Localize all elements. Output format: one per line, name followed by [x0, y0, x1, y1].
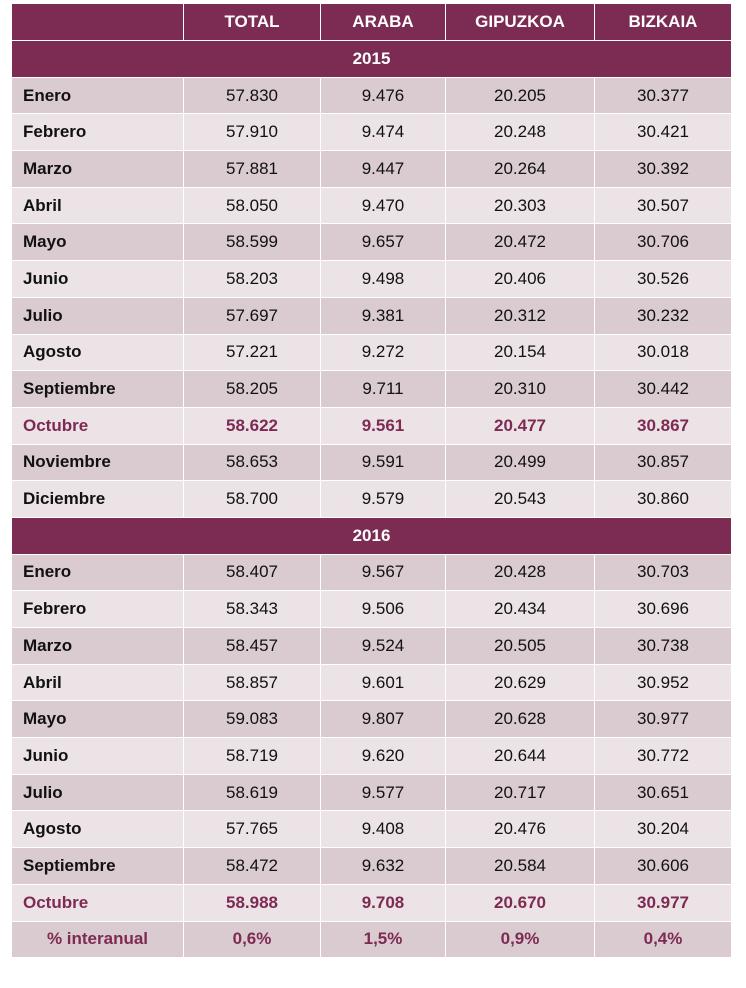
- month-cell: Enero: [12, 77, 184, 114]
- araba-cell: 9.579: [321, 481, 446, 518]
- table-row: [12, 848, 732, 885]
- month-cell: Octubre: [12, 407, 184, 444]
- gipuzkoa-cell: 20.670: [446, 884, 595, 921]
- month-cell: Febrero: [12, 114, 184, 151]
- total-cell: 57.765: [184, 811, 321, 848]
- month-cell: Febrero: [12, 591, 184, 628]
- bizkaia-cell: 30.977: [595, 701, 732, 738]
- year-label: 2016: [12, 517, 732, 554]
- interanual-gipuzkoa: 0,9%: [446, 921, 595, 958]
- table-row: [12, 664, 732, 701]
- araba-cell: 9.708: [321, 884, 446, 921]
- gipuzkoa-cell: 20.505: [446, 628, 595, 665]
- gipuzkoa-cell: 20.543: [446, 481, 595, 518]
- gipuzkoa-cell: 20.717: [446, 774, 595, 811]
- araba-cell: 9.470: [321, 187, 446, 224]
- header-corner: [12, 4, 184, 41]
- bizkaia-cell: 30.232: [595, 297, 732, 334]
- araba-cell: 9.498: [321, 261, 446, 298]
- araba-cell: 9.567: [321, 554, 446, 591]
- month-cell: Octubre: [12, 884, 184, 921]
- araba-cell: 9.272: [321, 334, 446, 371]
- table-row: [12, 774, 732, 811]
- table-row: [12, 591, 732, 628]
- bizkaia-cell: 30.772: [595, 738, 732, 775]
- header-total: TOTAL: [184, 4, 321, 41]
- month-cell: Mayo: [12, 701, 184, 738]
- total-cell: 57.221: [184, 334, 321, 371]
- araba-cell: 9.408: [321, 811, 446, 848]
- table-row: [12, 297, 732, 334]
- araba-cell: 9.620: [321, 738, 446, 775]
- araba-cell: 9.657: [321, 224, 446, 261]
- table-row: [12, 738, 732, 775]
- bizkaia-cell: 30.860: [595, 481, 732, 518]
- araba-cell: 9.711: [321, 371, 446, 408]
- total-cell: 58.472: [184, 848, 321, 885]
- month-cell: Julio: [12, 297, 184, 334]
- bizkaia-cell: 30.738: [595, 628, 732, 665]
- table-row: [12, 77, 732, 114]
- gipuzkoa-cell: 20.477: [446, 407, 595, 444]
- total-cell: 58.205: [184, 371, 321, 408]
- table-row: [12, 371, 732, 408]
- affiliation-table: [11, 3, 732, 958]
- gipuzkoa-cell: 20.312: [446, 297, 595, 334]
- total-cell: 58.599: [184, 224, 321, 261]
- interanual-label: % interanual: [12, 921, 184, 958]
- gipuzkoa-cell: 20.499: [446, 444, 595, 481]
- gipuzkoa-cell: 20.248: [446, 114, 595, 151]
- total-cell: 57.830: [184, 77, 321, 114]
- gipuzkoa-cell: 20.434: [446, 591, 595, 628]
- month-cell: Agosto: [12, 811, 184, 848]
- total-cell: 58.457: [184, 628, 321, 665]
- bizkaia-cell: 30.204: [595, 811, 732, 848]
- total-cell: 58.988: [184, 884, 321, 921]
- total-cell: 57.697: [184, 297, 321, 334]
- header-gipuzkoa: GIPUZKOA: [446, 4, 595, 41]
- araba-cell: 9.807: [321, 701, 446, 738]
- month-cell: Mayo: [12, 224, 184, 261]
- gipuzkoa-cell: 20.629: [446, 664, 595, 701]
- gipuzkoa-cell: 20.303: [446, 187, 595, 224]
- araba-cell: 9.524: [321, 628, 446, 665]
- table-row: [12, 114, 732, 151]
- total-cell: 58.700: [184, 481, 321, 518]
- interanual-bizkaia: 0,4%: [595, 921, 732, 958]
- month-cell: Noviembre: [12, 444, 184, 481]
- header-row: [12, 4, 732, 41]
- total-cell: 58.857: [184, 664, 321, 701]
- month-cell: Enero: [12, 554, 184, 591]
- header-bizkaia: BIZKAIA: [595, 4, 732, 41]
- year-row: [12, 41, 732, 78]
- table-row: [12, 407, 732, 444]
- year-row: [12, 517, 732, 554]
- total-cell: 58.653: [184, 444, 321, 481]
- month-cell: Marzo: [12, 151, 184, 188]
- table-row: [12, 884, 732, 921]
- month-cell: Junio: [12, 738, 184, 775]
- month-cell: Diciembre: [12, 481, 184, 518]
- month-cell: Julio: [12, 774, 184, 811]
- bizkaia-cell: 30.857: [595, 444, 732, 481]
- araba-cell: 9.506: [321, 591, 446, 628]
- gipuzkoa-cell: 20.476: [446, 811, 595, 848]
- interanual-row: [12, 921, 732, 958]
- month-cell: Junio: [12, 261, 184, 298]
- bizkaia-cell: 30.696: [595, 591, 732, 628]
- total-cell: 58.203: [184, 261, 321, 298]
- interanual-total: 0,6%: [184, 921, 321, 958]
- gipuzkoa-cell: 20.428: [446, 554, 595, 591]
- araba-cell: 9.474: [321, 114, 446, 151]
- table-row: [12, 224, 732, 261]
- araba-cell: 9.561: [321, 407, 446, 444]
- month-cell: Abril: [12, 187, 184, 224]
- gipuzkoa-cell: 20.472: [446, 224, 595, 261]
- table-row: [12, 261, 732, 298]
- bizkaia-cell: 30.392: [595, 151, 732, 188]
- table-row: [12, 151, 732, 188]
- gipuzkoa-cell: 20.154: [446, 334, 595, 371]
- table-row: [12, 444, 732, 481]
- bizkaia-cell: 30.977: [595, 884, 732, 921]
- month-cell: Marzo: [12, 628, 184, 665]
- month-cell: Abril: [12, 664, 184, 701]
- total-cell: 58.050: [184, 187, 321, 224]
- month-cell: Agosto: [12, 334, 184, 371]
- araba-cell: 9.381: [321, 297, 446, 334]
- total-cell: 58.343: [184, 591, 321, 628]
- table-row: [12, 554, 732, 591]
- araba-cell: 9.447: [321, 151, 446, 188]
- bizkaia-cell: 30.507: [595, 187, 732, 224]
- table-row: [12, 481, 732, 518]
- table-row: [12, 701, 732, 738]
- header-araba: ARABA: [321, 4, 446, 41]
- total-cell: 58.407: [184, 554, 321, 591]
- total-cell: 57.881: [184, 151, 321, 188]
- bizkaia-cell: 30.867: [595, 407, 732, 444]
- month-cell: Septiembre: [12, 371, 184, 408]
- bizkaia-cell: 30.421: [595, 114, 732, 151]
- bizkaia-cell: 30.442: [595, 371, 732, 408]
- table-row: [12, 628, 732, 665]
- gipuzkoa-cell: 20.310: [446, 371, 595, 408]
- total-cell: 58.622: [184, 407, 321, 444]
- bizkaia-cell: 30.706: [595, 224, 732, 261]
- gipuzkoa-cell: 20.205: [446, 77, 595, 114]
- table-row: [12, 187, 732, 224]
- gipuzkoa-cell: 20.406: [446, 261, 595, 298]
- araba-cell: 9.577: [321, 774, 446, 811]
- total-cell: 58.619: [184, 774, 321, 811]
- bizkaia-cell: 30.606: [595, 848, 732, 885]
- bizkaia-cell: 30.952: [595, 664, 732, 701]
- gipuzkoa-cell: 20.584: [446, 848, 595, 885]
- table-body: [12, 41, 732, 958]
- gipuzkoa-cell: 20.644: [446, 738, 595, 775]
- araba-cell: 9.476: [321, 77, 446, 114]
- bizkaia-cell: 30.018: [595, 334, 732, 371]
- araba-cell: 9.632: [321, 848, 446, 885]
- araba-cell: 9.601: [321, 664, 446, 701]
- year-label: 2015: [12, 41, 732, 78]
- araba-cell: 9.591: [321, 444, 446, 481]
- interanual-araba: 1,5%: [321, 921, 446, 958]
- bizkaia-cell: 30.377: [595, 77, 732, 114]
- bizkaia-cell: 30.651: [595, 774, 732, 811]
- table-row: [12, 334, 732, 371]
- gipuzkoa-cell: 20.264: [446, 151, 595, 188]
- table-row: [12, 811, 732, 848]
- bizkaia-cell: 30.526: [595, 261, 732, 298]
- total-cell: 58.719: [184, 738, 321, 775]
- total-cell: 59.083: [184, 701, 321, 738]
- gipuzkoa-cell: 20.628: [446, 701, 595, 738]
- total-cell: 57.910: [184, 114, 321, 151]
- month-cell: Septiembre: [12, 848, 184, 885]
- bizkaia-cell: 30.703: [595, 554, 732, 591]
